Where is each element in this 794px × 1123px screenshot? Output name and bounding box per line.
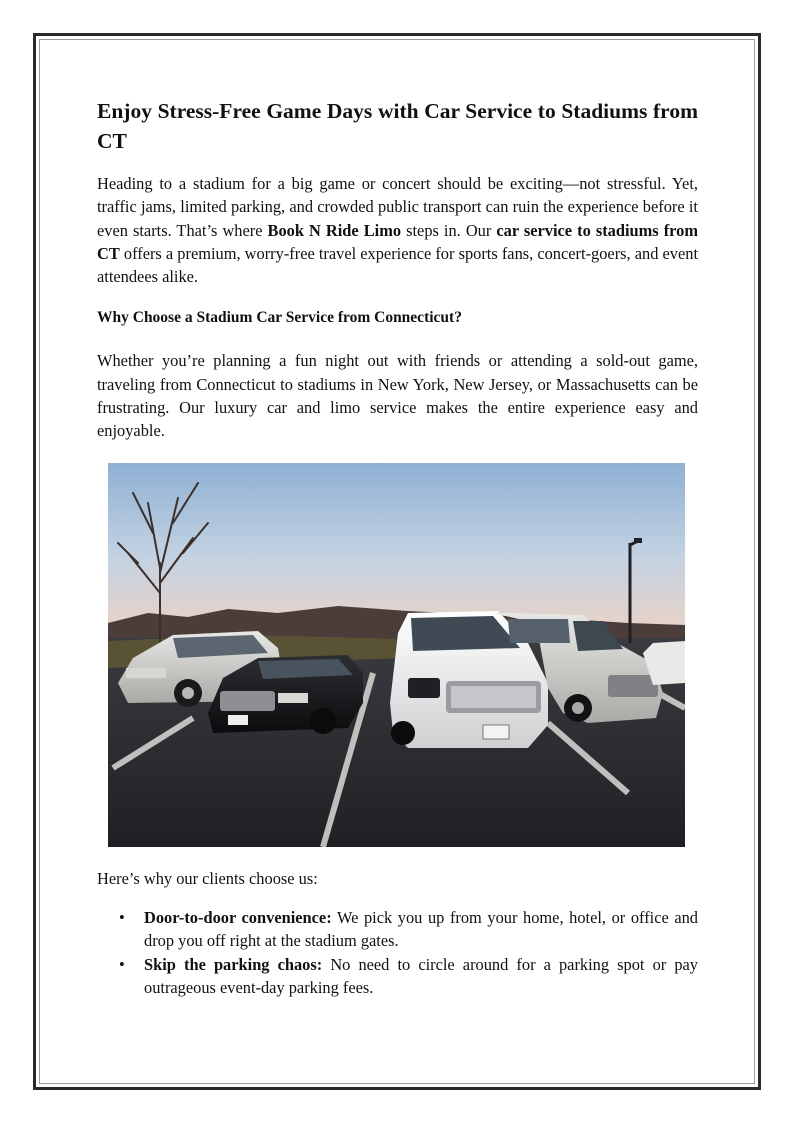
list-item-title: Skip the parking chaos: [144, 954, 323, 974]
fleet-photo [108, 463, 685, 847]
benefits-list [97, 906, 698, 999]
section-heading: Why Choose a Stadium Car Service from Connecticut? [97, 309, 462, 327]
bullet-icon: • [119, 907, 125, 927]
service-name: car service to stadiums from CT [97, 220, 698, 263]
why-paragraph: Whether you’re planning a fun night out with friends or attending a sold-out game, traveling from Connecticut to stadiums in New York, New Jersey, or Massachusetts can be frustrating. Our luxury car and limo service makes the entire experience easy and enjoyable. [97, 351, 698, 441]
intro-text-1: Heading to a stadium for a big game or concert should be exciting—not stressful. Yet, traffic jams, limited parking, and crowded public transport can ruin the experience before it even starts. That’s where [97, 174, 698, 240]
intro-text-3: offers a premium, worry-free travel experience for sports fans, concert-goers, and event attendees alike. [97, 243, 698, 287]
bullet-icon: • [119, 954, 125, 974]
fleet-photo-illustration [108, 463, 685, 847]
list-item [119, 906, 699, 953]
list-item-text: No need to circle around for a parking spot or pay outrageous event-day parking fees. [144, 954, 698, 997]
page-title: Enjoy Stress-Free Game Days with Car Service to Stadiums from CT [97, 99, 698, 153]
intro-text-2: steps in. Our [401, 220, 497, 240]
intro-paragraph [97, 172, 698, 288]
article [97, 96, 698, 999]
list-item-text: We pick you up from your home, hotel, or office and drop you off right at the stadium gates. [144, 907, 699, 951]
brand-name: Book N Ride Limo [267, 220, 402, 240]
list-item-title: Door-to-door convenience: [144, 907, 332, 927]
clients-lead: Here’s why our clients choose us: [97, 868, 318, 888]
list-item [119, 953, 698, 1000]
